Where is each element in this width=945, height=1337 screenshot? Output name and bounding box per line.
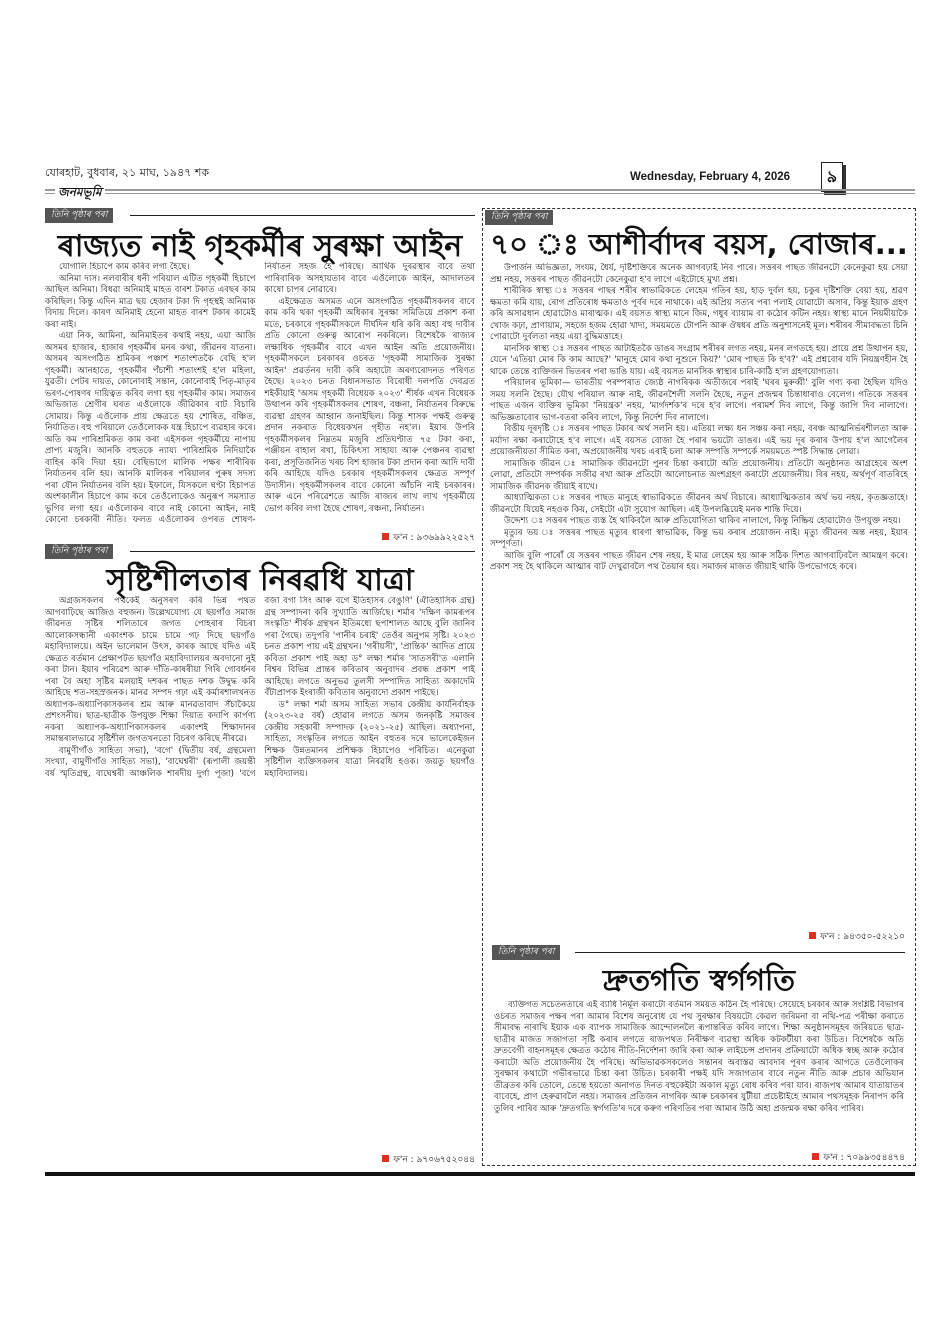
paragraph: আধ্যাত্মিকতা ঃ সত্তৰৰ পাছত মানুহে স্বাভাৱিকতে জীৱনৰ অৰ্থ বিচাৰে। আধ্যাত্মিকতাৰ অৰ্থ ভয় নহয়, কৃতজ্ঞতাহে। জীৱনটো যিয়েই নহওক কিয়, সেইটো এটা সুযোগ আছিল। এই উপলব্ধিয়েই মনক শান্তি দিয়ে। <box>490 493 908 515</box>
divider <box>130 215 475 216</box>
continued-tag: তিনি পৃষ্ঠাৰ পৰা <box>45 208 113 223</box>
paragraph: যোগালি হিচাপে কাম কৰিব লগা হৈছে। <box>59 262 190 272</box>
page-number: ৯ <box>821 162 843 192</box>
article-body <box>490 263 908 923</box>
marker-icon <box>382 533 389 540</box>
masthead-logo: জনমভূমি <box>55 184 105 204</box>
paragraph: শাৰীৰিক স্বাস্থ্য ঃ সত্তৰৰ পাছৰ শৰীৰ স্বাভাৱিকতে লেহেম গতিৰ হয়, হাড় দুৰ্বল হয়, চকুৰ দৃষ্টিশক্তি বেয়া হয়, শ্ৰৱণ ক্ষমতা কমি যায়, ৰোগ প্ৰতিৰোধ ক্ষমতাও পূৰ্বৰ দৰে নাথাকে। এই অপ্ৰিয় সত্যৰ পৰা পলাই যোৱাটো অসাৰ, কিন্তু ইয়াক গ্ৰহণ কৰি অসাৱধান হোৱাটোও মাৰাত্মক। এই বয়সত স্বাস্থ্য মানে জিম, গধুৰ ব্যায়াম বা কঠোৰ কটিন নহয়। স্বাস্থ্য মানে নিয়মীয়াকৈ খোজ কঢ়া, প্ৰাণায়াম, সহজে হজম হোৱা খাদ্য, সময়মতে টোপনি আৰু ঔষধৰ প্ৰতি অনুশাসনেই মূল। শৰীৰৰ সীমাবদ্ধতা চিনি পোৱাটো দুৰ্বলতা নহয় এয়া বুদ্ধিমত্তাহে। <box>490 286 908 342</box>
marker-icon <box>812 1153 819 1160</box>
marker-icon <box>382 1155 389 1162</box>
paragraph: বামুণীগাঁও সাহিত্য সভা), 'বগে' (দ্বিতীয় বৰ্ষ, গ্ৰন্থমেলা সংখ্যা, বামুণীগাঁও সাহিত্য সভা), 'বাঘেশ্বৰী' (ৰূপালী জয়ন্তী বৰ্ষ স্মৃতিগ্ৰন্থ, বাঘেশ্বৰী আঞ্চলিক শাৰদীয় দুৰ্গা পূজা) 'বগে বজা বগা সিং আৰু বগে ইতিহাসৰ বেঙুণি' (ঐতিহাসিক গ্ৰন্থ) গ্ৰন্থ সম্পাদনা কৰি সুখ্যাতি আৰ্জিছে। শৰ্মাৰ 'দক্ষিণ কামৰূপৰ সংস্কৃতি' শীৰ্ষক গ্ৰন্থখন ইতিমধ্যে ছপাশালত আছে বুলি জানিব পৰা গৈছে। তদুপৰি 'পানীৰ চৰাই' তেওঁৰ অনুপম সৃষ্টি। ২০২৩ চনত প্ৰকাশ পায় এই গ্ৰন্থখন। 'গৰীয়সী', 'প্ৰান্তিক' আদিত প্ৰায়ে কবিতা প্ৰকাশ পাই অহা ড° লক্ষা শৰ্মাৰ 'সাতসৰী'ত এলানি বিশ্বৰ বিভিন্ন প্ৰান্তৰ কবিতাৰ অনুবাদৰ প্ৰবন্ধ প্ৰকাশ পাই আহিছে। লগতে অনুভৱ তুলসী সম্পাদিত সাহিত্য অকাদেমি বঁটাপ্ৰাপক ইংৰাজী কবিতাৰ অনুবাদো প্ৰকাশ পাইছে। <box>45 596 475 779</box>
phone-credit <box>280 530 475 545</box>
paragraph: বিত্তীয় দূৰদৃষ্টি ঃ সত্তৰৰ পাছত টকাৰ অৰ্থ সলনি হয়। এতিয়া লক্ষ্য ধন সঞ্চয় কৰা নহয়, বৰঞ্চ আত্মনিৰ্ভৰশীলতা আৰু মৰ্যাদা ৰক্ষা কৰাটোহে হ'ব লাগে। এই বয়সত বোজা হৈ পৰাৰ ভয়টো ডাঙৰ। এই ভয় দূৰ কৰাৰ উপায় হ'ল আগেলৈৰ প্ৰয়োজনীয়তা সীমিত কৰা, অপ্ৰয়োজনীয় খৰচ এৰাই চলা আৰু সম্পত্তি সম্পৰ্কে সময়মতে স্পষ্ট সিদ্ধান্ত লোৱা। <box>490 424 908 457</box>
date-assamese: যোৰহাট, বুধবাৰ, ২১ মাঘ, ১৯৪৭ শক <box>45 166 210 179</box>
paragraph: পৰিয়ালৰ ভূমিকা— ভাৰতীয় পৰম্পৰাত জ্যেষ্ঠ নাগৰিকক অতীজৰে পৰাই 'ঘৰৰ মুৰুব্বী' বুলি গণ্য কৰা হৈছিল যদিও সময় সলনি হৈছে। যৌথ পৰিয়াল আৰু নাই, জীৱনশৈলী সলনি হৈছে, নতুন প্ৰজন্মৰ চিন্তাধাৰাও বেলেগ। গতিকে সত্তৰৰ পাছত এজন ব্যক্তিৰ ভূমিকা 'নিয়ন্ত্ৰক' নহয়, 'মাৰ্গদৰ্শক'ৰ দৰে হ'ব লাগে। পৰামৰ্শ দিব লাগে, কিন্তু জাপি দিব নালাগে। অভিজ্ঞতাবোৰ ভাগ-বতৰা কৰিব লাগে, কিন্তু নিৰ্দেশ দিব নালাগে। <box>490 378 908 423</box>
headline: ৭০ ঃ আশীৰ্বাদৰ বয়স, বোজাৰ... <box>490 227 908 261</box>
headline: ৰাজ্যত নাই গৃহকৰ্মীৰ সুৰক্ষা আইন <box>57 229 463 264</box>
divider <box>575 952 905 953</box>
paragraph: মানসিক স্বাস্থ্য ঃ সত্তৰৰ পাছত আটাইতকৈ ডাঙৰ সংগ্ৰাম শৰীৰৰ লগত নহয়, মনৰ লগতহে হয়। প্ৰায়ে প্ৰশ্ন উত্থাপন হয়, যেনে 'এতিয়া মোৰ কি কাম আছে?' 'মানুহে মোৰ কথা নুশুনে কিয়?' 'মোৰ পাছত কি হ'ব?' এই প্ৰশ্নবোৰ যদি নিয়ন্ত্ৰণহীন হৈ থাকে তেন্তে ব্যক্তিজন ভিতৰৰ পৰা ভাঙি যায়। এই বয়সত মানসিক স্বাস্থ্যৰ চাবি-কাঠি হ'ল গ্ৰহণযোগ্যতা। <box>490 343 908 377</box>
paragraph: উদ্দেশ্য ঃ সত্তৰৰ পাছত ব্যস্ত হৈ থাকিবলৈ আৰু প্ৰতিযোগিতা থাকিব নালাগে, কিন্তু নিষ্ক্ৰিয় হোৱাটোও উপযুক্ত নহয়। <box>504 516 901 526</box>
phone-credit <box>700 1150 905 1165</box>
paragraph: এইক্ষেত্ৰত অসমত এনে অসংগঠিত গৃহকৰ্মীসকলৰ বাবে কাম কৰি থকা গৃহকৰ্মী অধিকাৰ সুৰক্ষা সমিতিয়ে প্ৰকাশ কৰা মতে, চৰকাৰে গৃহকৰ্মীসকলে দীৰ্ঘদিন ধৰি কৰি অহা বহু দাবীৰ প্ৰতি কোনো গুৰুত্ব আৰোপ নকৰিলে। বিশেষকৈ ৰাজ্যৰ লক্ষাধিক গৃহকৰ্মীৰ বাবে এখন আইন অতি প্ৰয়োজনীয়। গৃহকৰ্মীসকলে চৰকাৰৰ ওচৰত 'গৃহকৰ্মী সামাজিক সুৰক্ষা আইন' প্ৰৱৰ্তনৰ দাবী কৰি অহাটো অৰণ্যৰোদনত পৰিণত হৈছে। ২০২৩ চনত বিধানসভাত বিৰোধী দলপতি দেবব্ৰত শইকীয়াই 'অসম গৃহকৰ্মী বিধেয়ক ২০২৩' শীৰ্ষক এখন বিধেয়ক উত্থাপন কৰি গৃহকৰ্মীসকলৰ শোষণ, বঞ্চনা, নিৰ্যাতনৰ বিৰুদ্ধে ব্যৱস্থা গ্ৰহণৰ আহ্বান জনাইছিল। কিন্তু শাসক পক্ষই গুৰুত্ব প্ৰদান নকৰাত বিধেয়কখন গৃহীত নহ'ল। ইয়াৰ উপৰি গৃহকৰ্মীসকলৰ নিম্নতম মজুৰি প্ৰতিঘণ্টাত ৭৫ টকা কৰা, পঞ্জীয়ন বাহাল ৰখা, চিকিৎসা সাহায্য আৰু পেঞ্চনৰ ব্যৱস্থা কৰা, প্ৰসূতিজনিত খৰচ বিশ হাজাৰ টকা প্ৰদান কৰা আদি দাবী কৰি আহিছে যদিও চৰকাৰ গৃহকৰ্মীসকলৰ ক্ষেত্ৰত সম্পূৰ্ণ উদাসীন। গৃহকৰ্মীসকলৰ বাবে কোনো আঁচনি নাই চৰকাৰৰ। আৰু এনে পৰিৱেশতে আজি ৰাজ্যৰ লাখ লাখ গৃহকৰ্মীয়ে ভোগ কৰিব লগা হৈছে শোষণ, বঞ্চনা, নিৰ্যাতন। <box>264 296 475 514</box>
date-english: Wednesday, February 4, 2026 <box>630 171 791 183</box>
paragraph: অগ্ৰজসকলৰ পথকেই অনুসৰণ কৰি ভিন্ন পথত আগবাঢ়িছে আজিও বহুজন। উল্লেখযোগ্য যে ছয়গাঁও সমাজ জীৱনত সৃষ্টিৰ শলিতাৰে জগত পোহৰাৰ বিচৰা আলোকসন্ধানী একাংশক চামে চামে গঢ় দিছে ছয়গাঁও মহাবিদ্যালয়ে। অইন ভালেমান উৎস, কাৰক আছে যদিও এই ক্ষেত্ৰত বৰ্তমান প্ৰেক্ষাপটত ছয়গাঁও মহাবিদ্যালয়ৰ অবদানো নুই কৰা টান। ইয়াৰ পৰিৱেশ আৰু দাঁতি-কাষৰীয়া গিৰি গোবৰ্ধনৰ পৰা বৈ অহা সৃষ্টিৰ মলয়াই দশকৰ পাছত দশক উদ্বুদ্ধ কৰি আহিছে শত-সহস্ৰজনক। মানৱ সম্পদ গঢ়া এই কৰ্মাৰশালখনত অধ্যাপক-অধ্যাপিকাসকলৰ শ্ৰম আৰু মানৱতাবাদ সঁচাকৈয়ে প্ৰশংসনীয়। ছাত্ৰ-ছাত্ৰীক উপযুক্ত শিক্ষা দিয়াত কদাপি কাৰ্পণ্য নকৰা অধ্যাপক-অধ্যাপিকাসকলৰ একাংশই শিক্ষাদানৰ সমান্তৰালভাৱে সৃষ্টিশীল জগতখনতো বিচৰণ কৰিছে নীৰৱে। <box>45 596 256 744</box>
article-body <box>45 262 475 530</box>
marker-icon <box>809 932 816 939</box>
bottom-rule <box>45 1172 915 1176</box>
paragraph: অনিমা দাস। নলবাৰীৰ ধনী পৰিয়াল এটিত গৃহকৰ্মী হিচাপে আছিল অনিমা। বিধৱা অনিমাই মাহত বাৰশ টকাত এবছৰ কাম কৰিছিল। কিন্তু এদিন মাত্ৰ ছয় হেজাৰ টকা দি গৃহস্থই অনিমাক বিদায় দিলে। কাৰণ অনিমাই হেনো মাহত বাৰশ টকাৰ কামেই কৰা নাই। <box>45 273 256 330</box>
paragraph: উপাৰ্জন অভিজ্ঞতা, সংযম, ধৈৰ্য, দৃষ্টিশক্তিৰে অনেক আগবঢ়াই নিব পাৰে। সত্তৰৰ পাছত জীৱনটো কেনেকুৱা হয় সেয়া প্ৰশ্ন নহয়, সত্তৰৰ পাছত জীৱনটো কেনেকুৱা হ'ব লাগে এইটোহে মুখ্য প্ৰশ্ন। <box>490 263 908 285</box>
phone-text: ফ'ন : ৭০৯৯৩৫৪৪৭৪ <box>823 1153 905 1163</box>
phone-text: ফ'ন : ৯৩৬৯৯২২৫২৭ <box>393 533 475 543</box>
paragraph: মৃত্যুৰ ভয় ঃ সত্তৰৰ পাছত মৃত্যুৰ ধাৰণা স্বাভাৱিক, কিন্তু ভয় কৰাৰ প্ৰয়োজন নাই। মৃত্যু জীৱনৰ অন্ত নহয়, ইয়াৰ সম্পূৰ্ণতা। <box>490 527 908 549</box>
phone-text: ফ'ন : ৯৪৩৫০-৫২২১০ <box>820 932 905 942</box>
continued-tag: তিনি পৃষ্ঠাৰ পৰা <box>45 544 113 559</box>
phone-credit <box>700 929 905 944</box>
headline: দ্ৰুতগতি স্বৰ্গগতি <box>602 963 796 997</box>
divider <box>130 551 475 552</box>
article-body <box>494 1000 904 1150</box>
masthead-rule <box>45 189 915 191</box>
headline: সৃষ্টিশীলতাৰ নিৰৱধি যাত্ৰা <box>106 563 414 598</box>
paragraph: ড° লক্ষা শৰ্মা অসম সাহিত্য সভাৰ কেন্দ্ৰীয় কাৰ্যনিৰ্বাহক (২০২৩-২৫ বৰ্ষ) হোৱাৰ লগতে অসম জনকৃষ্টি সমাজৰ কেন্দ্ৰীয় সহকাৰী সম্পাদক (২০২১-২৫) আছিল। অধ্যাপনা, সাহিত্য, সংস্কৃতিৰ লগতে আইন বহুতৰ দৰে ভালেকেইজন শিক্ষক উন্নতমানৰ প্ৰশিক্ষক হিচাপেও পৰিচিত। এনেকুৱা সৃষ্টিশীল ব্যক্তিসকলৰ যাত্ৰা নিৰৱধি হওক। জয়তু ছয়গাঁও মহাবিদ্যালয়। <box>264 699 475 779</box>
paragraph: এয়া নিক, আমিনা, অনিমাইতৰ কথাই নহয়, এয়া আজি অসমৰ হাজাৰ, হাজাৰ গৃহকৰ্মীৰ মনৰ কথা, জীৱনৰ যাতনা। অসমৰ অসংগঠিত শ্ৰমিকৰ পঞ্চাশ শতাংশতকৈ বেছি হ'ল গৃহকৰ্মী। আনহাতে, গৃহকৰ্মীৰ পঁচাশী শতাংশই হ'ল মহিলা, যুৱতী। পেটৰ দায়ত, কোনোবাই সন্তান, কোনোবাই পিতৃ-মাতৃৰ ভৰণ-পোষণৰ দায়িত্বত কৰিব লগা হয় গৃহকৰ্মীৰ কাম। সমাজৰ অভিজাত শ্ৰেণীৰ ঘৰত এওঁলোকে জীৱিকাৰ বাট বিচাৰি সোমায়। কিন্তু এওঁলোক প্ৰায় ক্ষেত্ৰতে হয় শোষিত, বঞ্চিত, নিৰ্যাতিত। বহু পৰিয়ালে তেওঁলোকক যন্ত্ৰ হিচাপে ব্যৱহাৰ কৰে। অতি কম পাৰিশ্ৰমিকত কাম কৰা এইসকল গৃহকৰ্মীয়ে নাপায় প্ৰাপ্য মজুৰি। আনকি বহুতকে ন্যায্য পাৰিশ্ৰমিক নিদিয়াকৈ বাহিৰ কৰি দিয়া হয়। বেছিভাগে মালিক পক্ষৰ শাৰীৰিক নিৰ্যাতনৰ বলি হয়। আনকি মালিকৰ পৰিয়ালৰ পুৰুষ সদস্য পৰা যৌন নিৰ্যাতনৰ বলি হয়। ইফালে, যিসকলে ঘণ্টা হিচাপত অংশকালীন হিচাপে কাম কৰে তেওঁলোকেও অনুৰূপ সমস্যাত ভুগিব লগা হয়। এওঁলোকৰ বাবে নাই কোনো আইন, নাই কোনো চৰকাৰী নীতি। ফলত এওঁলোকৰ ওপৰত শোষণ-নিৰ্যাতন সহজ হৈ পৰিছে। আৰ্থিক দুৰৱস্থাৰ বাবে তথা পাৰিবাৰিক অসহায়তাৰ বাবে এওঁলোকে আইন, আদালতৰ কাষো চাপৰ নোৱাৰে। <box>45 262 475 525</box>
paragraph: ব্যক্তিগত সচেতনতাৰে এই ব্যাধি নিৰ্মূল কৰাটো বৰ্তমান সময়ত কঠিন হৈ পৰিছে। সেয়েহে চৰকাৰ আৰু সংশ্লিষ্ট বিভাগৰ ওচৰত সমাজৰ পক্ষৰ পৰা আমাৰ বিশেষ অনুৰোধ যে পথ সুৰক্ষাৰ বিষয়টো কেৱল জৰিমনা বা নথি-পত্ৰ পৰীক্ষা কৰাতে সীমাবদ্ধ নাৰাখি ইয়াক এক ব্যাপক সামাজিক আন্দোলনলৈ ৰূপান্তৰিত কৰিব লাগে। শিক্ষা অনুষ্ঠানসমূহৰ জৰিয়তে ছাত্ৰ-ছাত্ৰীৰ মাজত সজাগতা সৃষ্টি কৰাৰ লগতে ৰাজপথত নিৰীক্ষণ ব্যৱস্থা অধিক কটকটীয়া কৰা উচিত। বিশেষকৈ অতি দ্ৰুতবেগী বাহনসমূহৰ ক্ষেত্ৰত কঠোৰ নীতি-নিৰ্দেশনা জাৰি কৰা আৰু লাইচেন্স প্ৰদানৰ প্ৰক্ৰিয়াটো অধিক স্বচ্ছ আৰু কঠোৰ কৰাটো অতি প্ৰয়োজনীয় হৈ পৰিছে। অভিভাৱকসকলেও সন্তানৰ অবাস্তৱ আবদাৰ পূৰণ কৰাৰ আগতে তেওঁলোকৰ সুৰক্ষাৰ কথাটো গভীৰভাৱে চিন্তা কৰা উচিত। চৰকাৰী পক্ষই যদি সজাগতাৰ বাবে নতুন নীতি আৰু প্ৰচাৰ অভিযান তীব্ৰতৰ কৰি তোলে, তেন্তে হয়তো অনাগত দিনত বহুকেইটা অকাল মৃত্যু ৰোধ কৰিব পৰা যাব। ৰাজপথ আমাৰ যাতায়াতৰ বাবেহে, প্ৰাণ হেৰুৱাবলৈ নহয়। সমাজৰ প্ৰতিজন নাগৰিক আৰু চৰকাৰৰ যুটীয়া প্ৰচেষ্টাইহে আমাৰ পথসমূহক নিৰাপদ কৰি তুলিব পাৰিব আৰু 'দ্ৰুতগতি স্বৰ্গগতি'ৰ দৰে কৰুণ পৰিণতিৰ পৰা আমাৰ উঠি অহা প্ৰজন্মক ৰক্ষা কৰিব পাৰিব। <box>494 1000 904 1114</box>
masthead-rule <box>45 193 915 194</box>
article-body <box>45 596 475 1151</box>
masthead <box>45 184 915 200</box>
paragraph: আজি বুলি পাৰোঁ যে সত্তৰৰ পাছত জীৱন শেষ নহয়, ই মাত্ৰ লেহেম হয় আৰু সঠিক দিশত আগবাঢ়িবলৈ আমন্ত্ৰণ কৰে। প্ৰকাশ সহ হৈ থাকিলে আত্মাৰ বাট দেখুৱাবলৈ পথ তৈয়াৰ হয়। সমাজৰ মাজত জীয়াই থাকি উপভোগহে কৰে। <box>490 550 908 572</box>
continued-tag: তিনি পৃষ্ঠাৰ পৰা <box>492 945 560 960</box>
phone-text: ফ'ন : ৯৭০৬৭৫২০৪৪ <box>393 1155 475 1165</box>
phone-credit <box>280 1152 475 1167</box>
continued-tag: তিনি পৃষ্ঠাৰ পৰা <box>485 210 553 225</box>
paragraph: সামাজিক জীৱন ঃ সামাজিক জীৱনটো পুনৰ চিন্তা কৰাটো অতি প্ৰয়োজনীয়। প্ৰতিটো অনুষ্ঠানত আগ্ৰহেৰে অংশ লোৱা, প্ৰতিটো সম্পৰ্কক সজীৱ ৰখা আৰু প্ৰতিটো আলোচনাত অংশগ্ৰহণ কৰাটো প্ৰয়োজনীয়। বিৰ নহয়, অৰ্থপূৰ্ণ বাতৰিহে সামাজিক জীৱনক জীয়াই ৰাখে। <box>490 458 908 492</box>
